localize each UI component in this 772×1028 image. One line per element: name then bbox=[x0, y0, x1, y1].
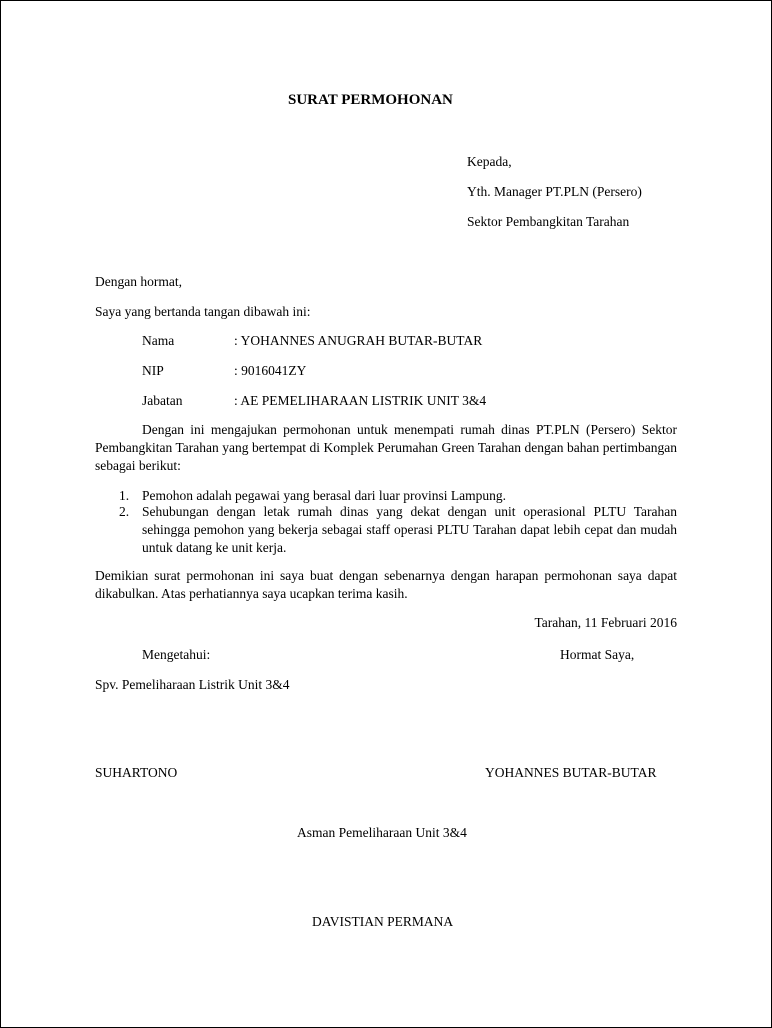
manager-position: Asman Pemeliharaan Unit 3&4 bbox=[297, 825, 467, 840]
identity-value-nip: : 9016041ZY bbox=[234, 363, 307, 378]
identity-value-position: : AE PEMELIHARAAN LISTRIK UNIT 3&4 bbox=[234, 393, 487, 408]
recipient-line-2: Yth. Manager PT.PLN (Persero) bbox=[467, 184, 642, 199]
reason-number-1: 1. bbox=[119, 488, 130, 503]
supervisor-position: Spv. Pemeliharaan Listrik Unit 3&4 bbox=[95, 677, 290, 692]
identity-value-name: : YOHANNES ANUGRAH BUTAR-BUTAR bbox=[234, 333, 483, 348]
manager-name: DAVISTIAN PERMANA bbox=[312, 914, 454, 929]
closing-paragraph: Demikian surat permohonan ini saya buat dengan sebenarnya dengan harapan permohonan saya dapat dikabulkan. Atas perhatiannya saya ucapkan terima kasih. bbox=[95, 568, 677, 601]
identity-label-name: Nama bbox=[142, 333, 175, 348]
body-paragraph: Dengan ini mengajukan permohonan untuk menempati rumah dinas PT.PLN (Persero) Sektor Pembangkitan Tarahan yang bertempat di Komplek Perumahan Green Tarahan dengan bahan pertimbangan sebagai berikut: bbox=[95, 422, 677, 473]
regards-caption: Hormat Saya, bbox=[560, 647, 635, 662]
reason-number-2: 2. bbox=[119, 504, 130, 519]
identity-label-nip: NIP bbox=[142, 363, 164, 378]
supervisor-name: SUHARTONO bbox=[95, 765, 178, 780]
letter-title: SURAT PERMOHONAN bbox=[288, 92, 453, 108]
recipient-line-3: Sektor Pembangkitan Tarahan bbox=[467, 214, 630, 229]
reason-text-2: Sehubungan dengan letak rumah dinas yang dekat dengan unit operasional PLTU Tarahan sehingga pemohon yang bekerja sebagai staff operasi PLTU Tarahan dapat lebih cepat dan mudah untuk datang ke unit kerja. bbox=[142, 504, 677, 555]
acknowledged-caption: Mengetahui: bbox=[142, 647, 211, 662]
applicant-name: YOHANNES BUTAR-BUTAR bbox=[485, 765, 657, 780]
recipient-line-1: Kepada, bbox=[467, 154, 512, 169]
identity-label-position: Jabatan bbox=[142, 393, 183, 408]
intro-text: Saya yang bertanda tangan dibawah ini: bbox=[95, 304, 311, 319]
reason-text-1: Pemohon adalah pegawai yang berasal dari luar provinsi Lampung. bbox=[142, 488, 507, 503]
place-date: Tarahan, 11 Februari 2016 bbox=[534, 615, 677, 630]
greeting: Dengan hormat, bbox=[95, 274, 182, 289]
